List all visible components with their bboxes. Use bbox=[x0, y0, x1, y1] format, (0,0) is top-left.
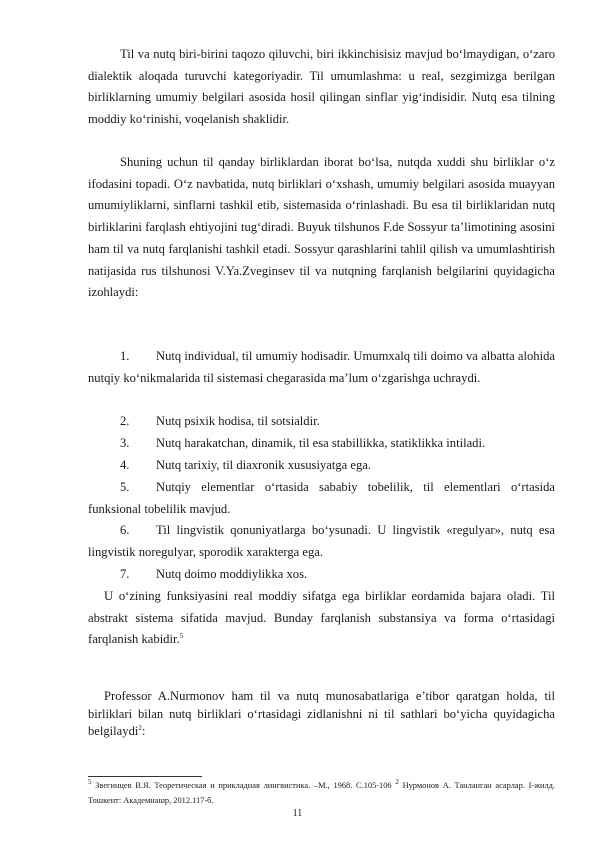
list-number: 6. bbox=[120, 523, 130, 537]
list-item-5 bbox=[88, 477, 555, 520]
list-text: Nutq psixik hodisa, til sotsialdir. bbox=[156, 414, 320, 428]
list-number: 7. bbox=[120, 567, 130, 581]
list-text: Nutqiy elementlar o‘rtasida sababiy tobelilik, til elementlari o‘rtasida funksional tobelilik mavjud. bbox=[88, 480, 555, 516]
list-number: 5. bbox=[120, 480, 130, 494]
list-text: Nutq individual, til umumiy hodisadir. Umumxalq tili doimo va albatta alohida nutqiy ko‘nikmalarida til sistemasi chegarasida ma’lum o‘zgarishga uchraydi. bbox=[88, 349, 555, 385]
footnote-text: Нурмонов А. Танланган асарлар. I-жилд. Тошкент: Академнашр, 2012.117-б. bbox=[88, 781, 555, 805]
list-item-6 bbox=[88, 520, 555, 563]
paragraph-nurmonov bbox=[88, 688, 555, 741]
list-number: 1. bbox=[120, 349, 130, 363]
footnote-text: Звегинцев В.Я. Теоретическая и прикладная лингвистика. –М., 1968. С.105-106 bbox=[91, 781, 396, 790]
footnote-ref: 5 bbox=[179, 632, 184, 641]
footnote bbox=[88, 779, 555, 808]
paragraph-text: U o‘zining funksiyasini real moddiy sifatga ega birliklar eordamida bajara oladi. Til abstrakt sistema sifatida mavjud. Bunday farqlanish substansiya va forma o‘rtasidagi farqlanish kabidir. bbox=[88, 589, 555, 647]
list-item-4 bbox=[88, 455, 555, 477]
footnote-mark: 2 bbox=[395, 778, 399, 787]
paragraph-text: Professor A.Nurmonov ham til va nutq munosabatlariga e’tibor qaratgan holda, til birliklari bilan nutq birliklari o‘rtasidagi zidlanishni ni til sathlari bo‘yicha quyidagicha belgilaydi bbox=[88, 689, 555, 739]
list-item-1 bbox=[88, 346, 555, 389]
list-text: Nutq tarixiy, til diaxronik xususiyatga ega. bbox=[156, 458, 371, 472]
paragraph-til-va-nutq: Til va nutq biri-birini taqozo qiluvchi, biri ikkinchisisiz mavjud bo‘lmaydigan, o‘zaro dialektik aloqada turuvchi kategoriyadir. Til umumlashma: u real, sezgimizga berilgan birliklarning umumiy belgilari asosida hosil qilingan sinflar yig‘indisidir. Nutq esa tilning moddiy ko‘rinishi, voqelanish shaklidir. bbox=[88, 47, 555, 127]
paragraph-colon: : bbox=[141, 724, 146, 739]
footnote-divider bbox=[88, 776, 202, 777]
footnote-mark: 5 bbox=[88, 778, 92, 787]
list-item-2 bbox=[88, 411, 555, 433]
footnote-ref: 2 bbox=[138, 724, 142, 732]
list-item-7 bbox=[88, 564, 555, 586]
list-number: 4. bbox=[120, 458, 130, 472]
list-number: 2. bbox=[120, 414, 130, 428]
paragraph-birliklar: Shuning uchun til qanday birliklardan iborat bo‘lsa, nutqda xuddi shu birliklar o‘z ifodasini topadi. O‘z navbatida, nutq birliklari o‘xshash, umumiy belgilari asosida muayyan umumiyliklarni, sinflarni tashkil etib, sistemasida o‘rinlashadi. Bu esa til birliklaridan nutq birliklarini farqlash ehtiyojini tug‘diradi. Buyuk tilshunos F.de Sossyur ta’limotining asosini ham til va nutq farqlanishi tashkil etadi. Sossyur qarashlarini tahlil qilish va umumlashtirish natijasida rus tilshunosi V.Ya.Zveginsev til va nutqning farqlanish belgilarini quyidagicha izohlaydi: bbox=[88, 155, 555, 300]
list-number: 3. bbox=[120, 436, 130, 450]
page-number: 11 bbox=[292, 808, 303, 819]
list-item-3 bbox=[88, 433, 555, 455]
paragraph-funksiya bbox=[88, 586, 555, 651]
list-text: Nutq harakatchan, dinamik, til esa stabillikka, statiklikka intiladi. bbox=[156, 436, 486, 450]
list-text: Til lingvistik qonuniyatlarga bo‘ysunadi. U lingvistik «regulyar», nutq esa lingvistik noregulyar, sporodik xarakterga ega. bbox=[88, 523, 555, 559]
list-text: Nutq doimo moddiylikka xos. bbox=[156, 567, 308, 581]
